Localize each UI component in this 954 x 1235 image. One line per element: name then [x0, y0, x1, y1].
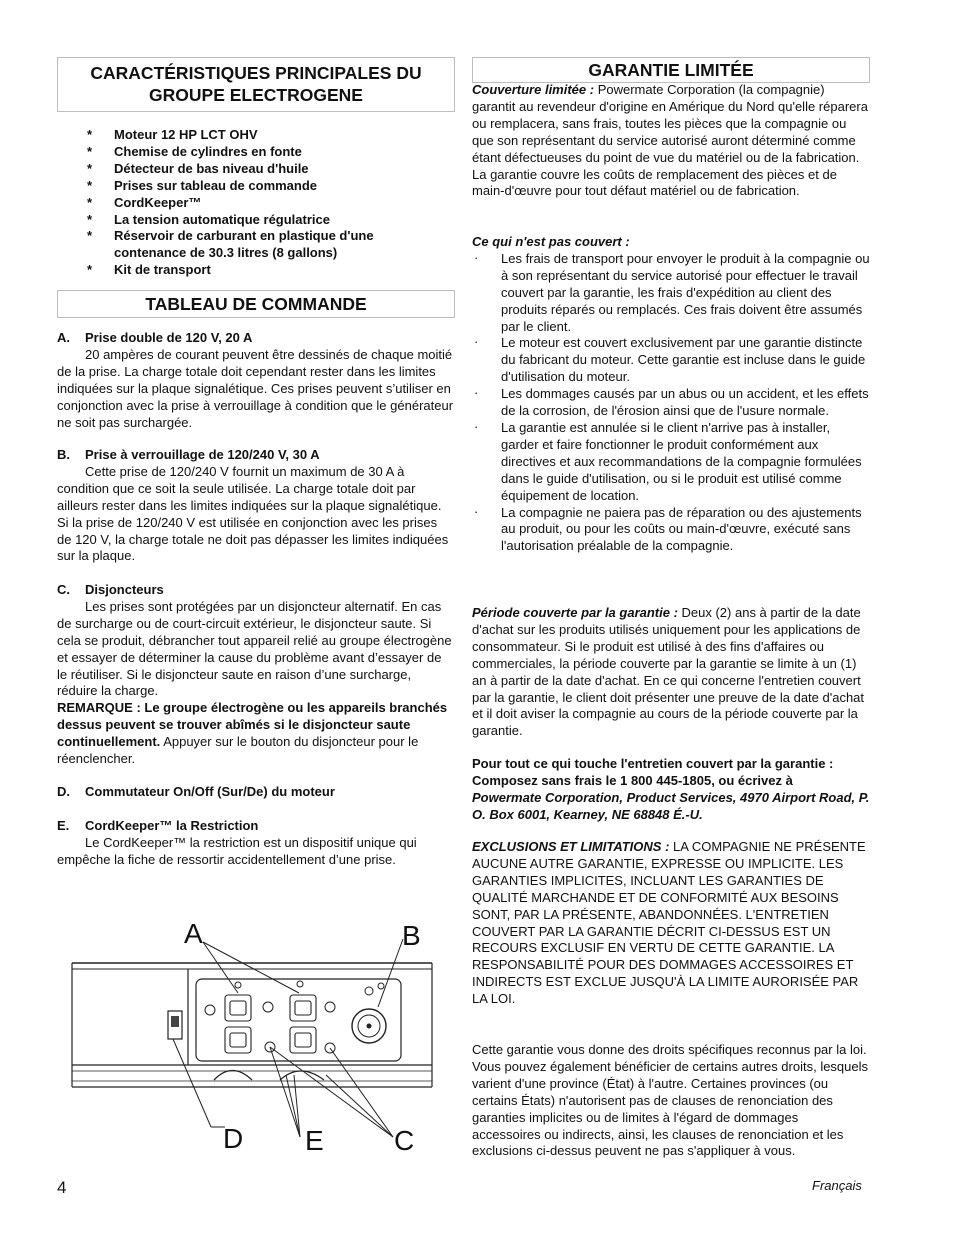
twist-lock-outlet-icon	[352, 1009, 386, 1043]
label-c: C	[394, 1125, 415, 1156]
features-list	[87, 127, 427, 279]
control-panel-diagram	[68, 915, 438, 1160]
service-contact: Pour tout ce qui touche l'entretien couvert par la garantie : Composez sans frais le 1 800 445-1805, ou écrivez à	[472, 756, 834, 788]
warranty-title: GARANTIE LIMITÉE	[472, 57, 870, 83]
section-b-text: Cette prise de 120/240 V fournit un maximum de 30 A à condition que ce soit la seule utilisée. La charge totale doit par ailleurs rester dans les limites indiquées sur la plaque signalétique. Si la prise de 120/240 V est utilisée en conjonction avec les prises de 120 V, la charge totale ne doit pas dépasser les limites indiquées sur la plaque.	[57, 463, 449, 564]
feature-item: * Moteur 12 HP LCT OHV	[87, 127, 258, 142]
period-paragraph: Période couverte par la garantie : Deux (2) ans à partir de la date d'achat sur les produits utilisés uniquement pour les applications de consommateur. Si le produit est utilisé à des fins d'affaires ou commerciales, la période couverte par la garantie se limite à un (1) an à partir de la date d'achat. En ce qui concerne l'entretien couvert par la garantie, le client doit présenter une preuve de la date d'achat et il doit aviser la compagnie au cours de la période couverte par la garantie.	[472, 605, 865, 739]
section-c: C. Disjoncteurs Les prises sont protégées par un disjoncteur alternatif. En cas de surcharge ou de court-circuit extérieur, le disjoncteur saute. Si cela se produit, débrancher tout appareil relié au groupe électrogène et essayer de déterminer la cause du problème avant d’essayer de le réutiliser. Si le disjoncteur saute en raison d’une surcharge, réduire la charge. REMARQUE : Le groupe électrogène ou les appareils branchés dessus peuvent se trouver abîmés si le disjoncteur saute continuellement. Appuyer sur le bouton du disjoncteur pour le réenclencher.	[57, 582, 455, 768]
features-title-text: CARACTÉRISTIQUES PRINCIPALES DU GROUPE ELECTROGENE	[90, 63, 422, 105]
list-item: · La garantie est annulée si le client n'arrive pas à installer, garder et faire fonctionner le produit conformément aux directives et aux recommandations de la compagnie formulées dans le guide d'utilisation, ou si le produit est utilisé comme équipement de location.	[474, 418, 862, 503]
label-a: A	[184, 918, 203, 949]
feature-item: * CordKeeper™	[87, 194, 202, 210]
label-b: B	[402, 920, 421, 951]
list-item: · La compagnie ne paiera pas de réparation ou des ajustements au produit, ou pour les coûts ou main-d'œuvre, exécuté sans l'autorisation préalable de la compagnie.	[474, 503, 862, 554]
exclusions-paragraph: EXCLUSIONS ET LIMITATIONS : LA COMPAGNIE NE PRÉSENTE AUCUNE AUTRE GARANTIE, EXPRESSE OU IMPLICITE. LES GARANTIES IMPLICITES, INCLUANT LES GARANTIES DE QUALITÉ MARCHANDE ET DE CONFORMITÉ AUX BESOINS SONT, PAR LA PRÉSENTE, ABANDONNÉES. L'ENTRETIEN COUVERT PAR LA GARANTIE DÉCRIT CI-DESSUS EST UN RECOURS EXCLUSIF EN VERTU DE CETTE GARANTIE. LA RESPONSABILITÉ POUR DES DOMMAGES ACCESSOIRES ET INDIRECTS EST EXCLUE JUSQU'À LA LIMITE AURORISÉE PAR LA LOI.	[472, 839, 866, 1007]
cord-keeper-icon	[214, 1071, 324, 1081]
language-label: Français	[812, 1178, 862, 1193]
feature-item: * Prises sur tableau de commande	[87, 177, 318, 193]
section-c-remark: REMARQUE : Le groupe électrogène ou les appareils branchés dessus peuvent se trouver abîmés si le disjoncteur saute continuellement. Appuyer sur le bouton du disjoncteur pour le réenclencher.	[57, 700, 448, 767]
section-e: E. CordKeeper™ la Restriction Le CordKeeper™ la restriction est un dispositif unique qui empêche la fiche de ressortir accidentellement d’une prise.	[57, 818, 455, 869]
section-e-text: Le CordKeeper™ la restriction est un dispositif unique qui empêche la fiche de ressortir accidentellement d’une prise.	[57, 834, 417, 867]
label-e: E	[305, 1125, 324, 1156]
coverage-paragraph: Couverture limitée : Powermate Corporation (la compagnie) garantit au revendeur d'origine en Amérique du Nord qu'elle réparera ou remplacera, sans frais, toutes les pièces que la compagnie ou que son représentant du service autorisé auront déterminé comme étant défectueuses du point de vue du matériel ou de la fabrication. La garantie couvre les coûts de remplacement des pièces et de main-d'œuvre pour tout défaut matériel ou de fabrication.	[472, 82, 868, 199]
page-number: 4	[57, 1178, 67, 1197]
list-item: · Les dommages causés par un abus ou un accident, et les effets de la corrosion, de l'érosion ainsi que de l'usure normale.	[474, 385, 869, 419]
service-address: Powermate Corporation, Product Services, 4970 Airport Road, P. O. Box 6001, Kearney, NE 68848 É.-U.	[472, 789, 870, 822]
feature-item: * Réservoir de carburant en plastique d'une contenance de 30.3 litres (8 gallons)	[87, 228, 374, 261]
section-d: D. Commutateur On/Off (Sur/De) du moteur	[57, 784, 335, 799]
not-covered-label: Ce qui n'est pas couvert :	[472, 234, 630, 249]
feature-item: * Chemise de cylindres en fonte	[87, 143, 302, 159]
section-b: B. Prise à verrouillage de 120/240 V, 30 A Cette prise de 120/240 V fournit un maximum de 30 A à condition que ce soit la seule utilisée. La charge totale doit par ailleurs rester dans les limites indiquées sur la plaque signalétique. Si la prise de 120/240 V est utilisée en conjonction avec les prises de 120 V, la charge totale ne doit pas dépasser les limites indiquées sur la plaque.	[57, 447, 455, 565]
section-a: A. Prise double de 120 V, 20 A 20 ampères de courant peuvent être dessinés de chaque moitié de la prise. La charge totale doit cependant rester dans les limites indiquées sur la plaque signalétique. Ces prises peuvent s’utiliser en conjonction avec la prise à verrouillage à condition que le générateur ne soit pas surchargée.	[57, 330, 454, 430]
list-item: · Le moteur est couvert exclusivement par une garantie distincte du fabricant du moteur. Cette garantie est incluse dans le guide d'utilisation du moteur.	[474, 334, 866, 385]
feature-item: * Détecteur de bas niveau d'huile	[87, 160, 309, 176]
feature-item: * Kit de transport	[87, 262, 211, 278]
section-a-text: 20 ampères de courant peuvent être dessinés de chaque moitié de la prise. La charge totale doit cependant rester dans les limites indiquées sur la plaque signalétique. Ces prises peuvent s’utiliser en conjonction avec la prise à verrouillage à condition que le générateur ne soit pas surchargée.	[57, 346, 454, 430]
panel-title: TABLEAU DE COMMANDE	[57, 290, 455, 318]
engine-switch-icon	[168, 1011, 182, 1039]
feature-item: * La tension automatique régulatrice	[87, 211, 330, 227]
not-covered-list	[472, 251, 870, 555]
list-item: · Les frais de transport pour envoyer le produit à la compagnie ou à son représentant du service autorisé pour effectuer le travail couvert par la garantie, les frais d'expédition au client des produits réparés ou remplacés. Ces frais doivent être assumés par le client.	[474, 249, 870, 334]
duplex-outlet-icon	[225, 995, 316, 1053]
label-d: D	[223, 1123, 244, 1154]
rights-paragraph: Cette garantie vous donne des droits spécifiques reconnus par la loi. Vous pouvez également bénéficier de certains autres droits, lesquels varient d'une province (État) à l'autre. Certaines provinces (ou certains États) n'autorisent pas de clauses de renonciation des garanties implicites ou de limites à l'égard de dommages accessoires ou indirects, ainsi, les clauses de renonciation et les exclusions ci-dessus peuvent ne pas s'appliquer à vous.	[472, 1042, 869, 1159]
section-c-text: Les prises sont protégées par un disjoncteur alternatif. En cas de surcharge ou de court-circuit extérieur, le disjoncteur saute. Si cela se produit, débrancher tout appareil relié au groupe électrogène et essayer de déterminer la cause du problème avant d’essayer de le réutiliser. Si le disjoncteur saute en raison d’une surcharge, réduire la charge.	[57, 598, 452, 699]
features-title	[57, 57, 455, 112]
